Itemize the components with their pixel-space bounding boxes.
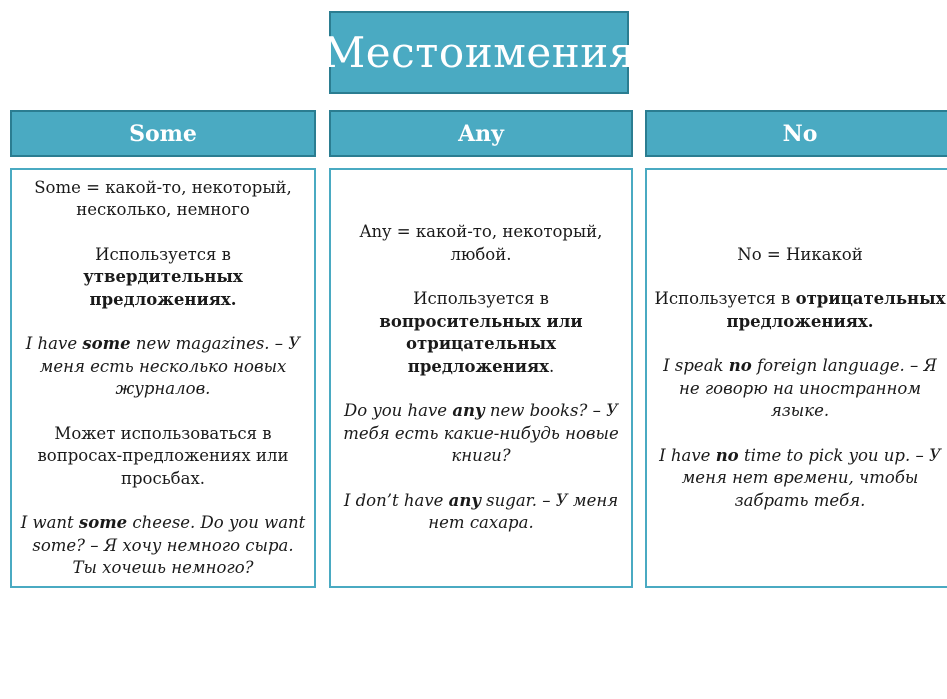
- example-after: new books? – У тебя есть какие-нибудь новые книги?: [343, 401, 619, 466]
- usage-text: [18, 244, 308, 312]
- extra-text: Может использоваться в вопросах-предложениях или просьбах.: [37, 423, 289, 488]
- example-keyword: any: [452, 401, 485, 421]
- usage-bold: отрицательных предложениях.: [726, 289, 946, 331]
- example-before: I want: [20, 513, 79, 532]
- usage-bold: утвердительных предложениях.: [83, 267, 243, 309]
- example-keyword: no: [728, 356, 752, 376]
- example-2: [18, 512, 308, 580]
- usage-text: [337, 288, 625, 378]
- column-no: [645, 168, 947, 588]
- example-1: [18, 333, 308, 401]
- example-before: Do you have: [343, 401, 453, 421]
- header-some: Some: [10, 110, 316, 157]
- page-title: Местоимения: [329, 11, 629, 94]
- header-any: Any: [329, 110, 633, 157]
- definition-text: Some = какой-то, некоторый, несколько, немного: [34, 177, 292, 219]
- example-before: I speak: [663, 356, 729, 376]
- example-2: [653, 445, 947, 513]
- example-after: foreign language. – Я не говорю на иностранном языке.: [678, 356, 937, 421]
- example-1: [337, 400, 625, 468]
- usage-bold: вопросительных или отрицательных предложениях: [379, 311, 583, 376]
- example-after: sugar. – У меня нет сахара.: [428, 490, 619, 533]
- usage-prefix: Используется в: [654, 289, 796, 309]
- example-after: cheese. Do you want some? – Я хочу немного сыра. Ты хочешь немного?: [32, 513, 306, 577]
- definition-text: No = Никакой: [737, 244, 863, 264]
- example-before: I have: [659, 445, 716, 465]
- example-keyword: no: [715, 445, 739, 465]
- definition-text: Any = какой-то, некоторый, любой.: [359, 222, 603, 264]
- column-any: [329, 168, 633, 588]
- usage-prefix: Используется в: [95, 244, 231, 264]
- usage-suffix: .: [549, 356, 555, 376]
- example-keyword: some: [82, 334, 131, 353]
- example-2: [337, 490, 625, 535]
- usage-prefix: Используется в: [413, 289, 549, 309]
- header-no: No: [645, 110, 947, 157]
- example-before: I have: [25, 334, 83, 353]
- example-keyword: any: [448, 490, 481, 510]
- example-before: I don’t have: [343, 490, 449, 510]
- example-after: new magazines. – У меня есть несколько новых журналов.: [39, 334, 301, 398]
- column-some: [10, 168, 316, 588]
- example-1: [653, 355, 947, 423]
- usage-text: [653, 288, 947, 333]
- example-keyword: some: [78, 513, 128, 532]
- example-after: time to pick you up. – У меня нет времени, чтобы забрать тебя.: [681, 445, 941, 510]
